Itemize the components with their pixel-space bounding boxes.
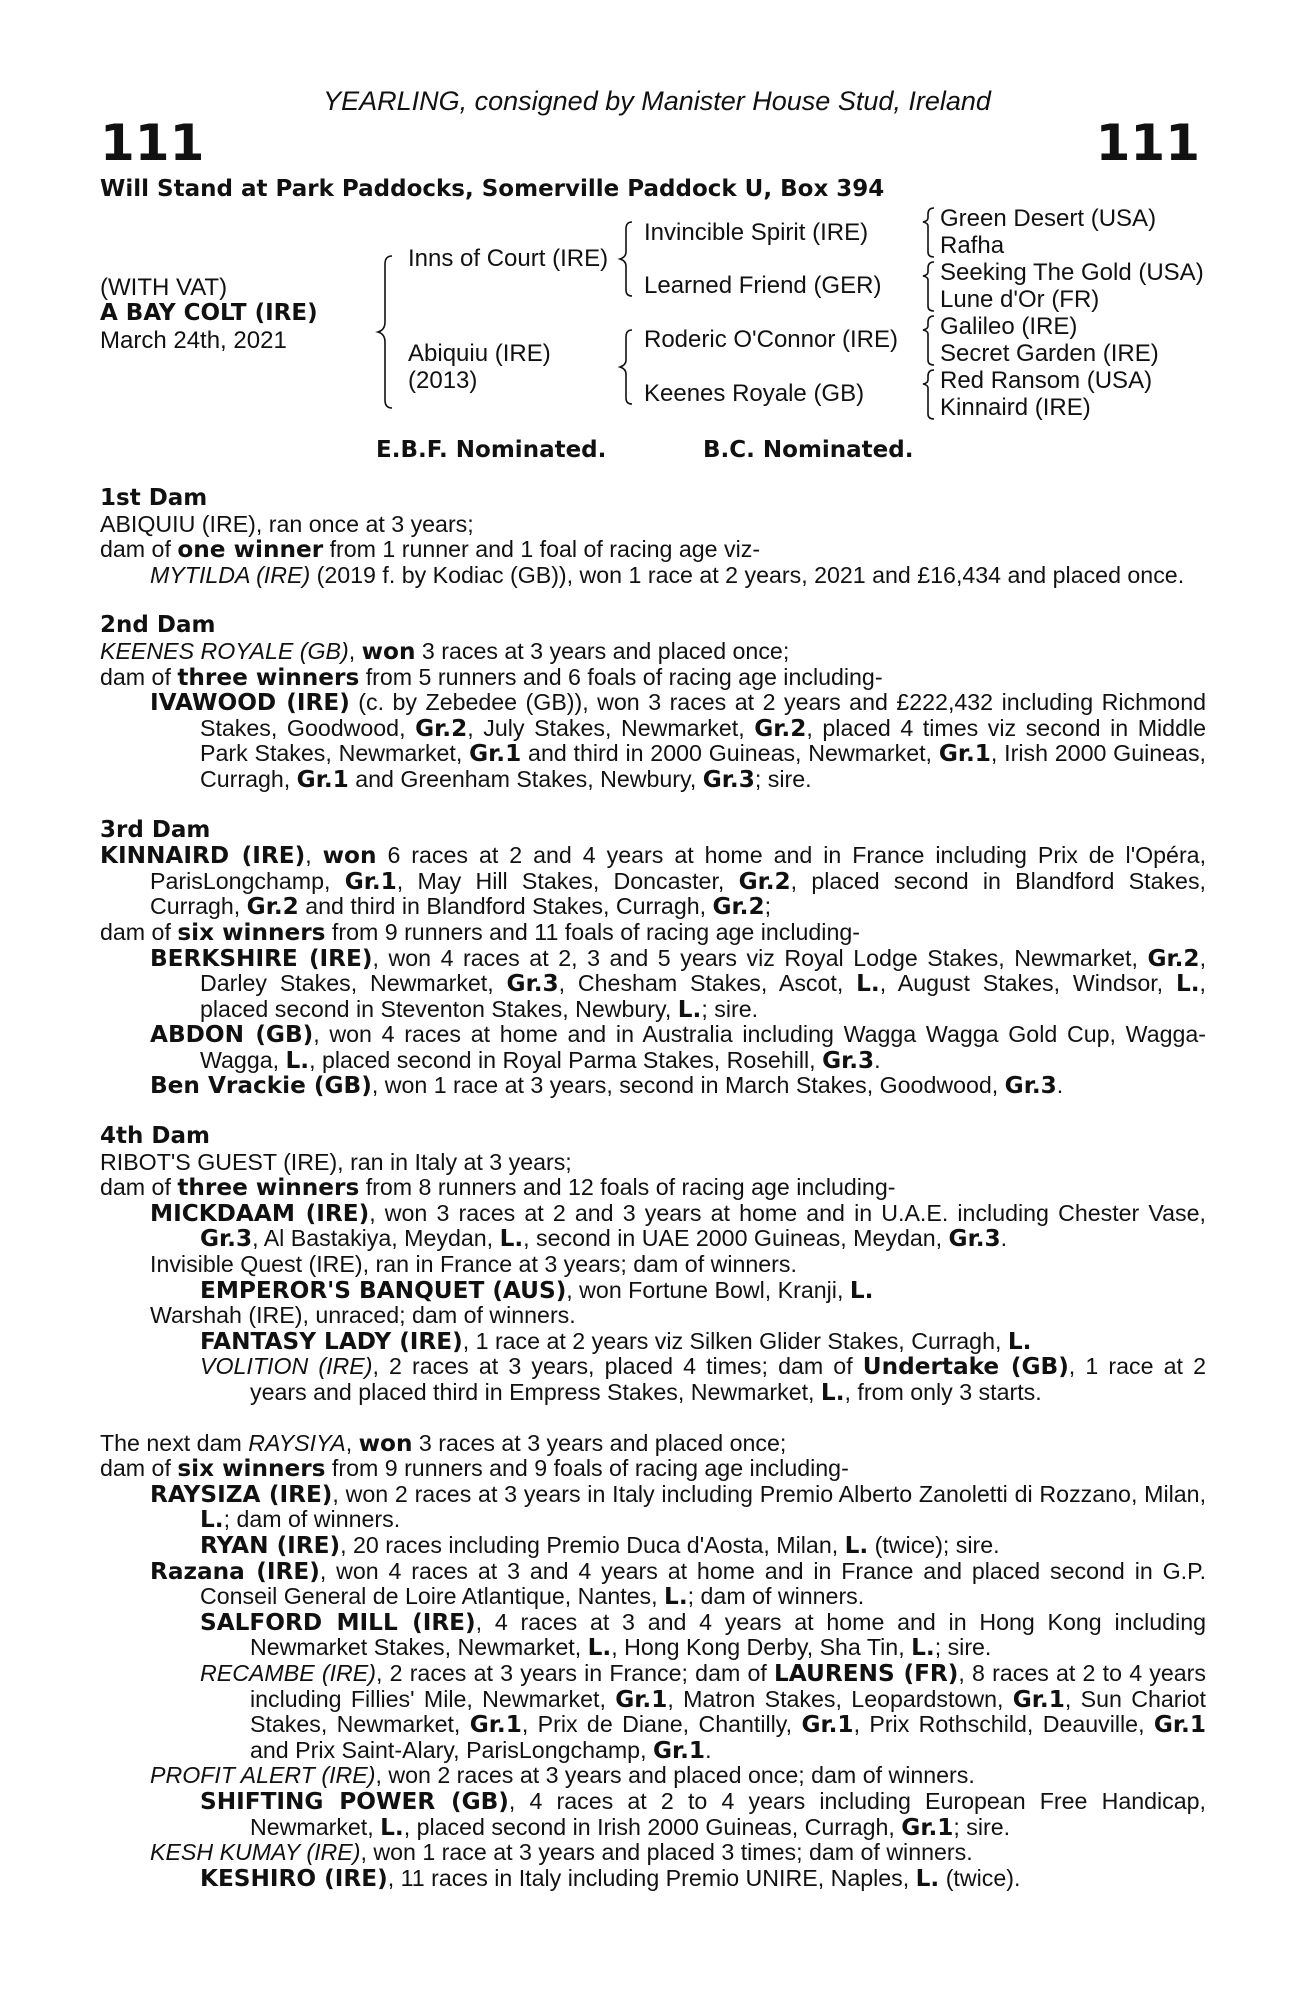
lot-number-left: 111 <box>100 114 205 172</box>
winners-count: one winner <box>177 536 324 564</box>
horse-razana: Razana (IRE) <box>150 1557 320 1585</box>
horse-fantasy-lady: FANTASY LADY (IRE) <box>200 1327 463 1355</box>
entry-recambe: RECAMBE (IRE), 2 races at 3 years in France; dam of LAURENS (FR), 8 races at 2 to 4 years including Fillies' Mile, Newmarket, Gr.1, Matron Stakes, Leopardstown, Gr.1, Sun Chariot Stakes, Newmarket, Gr.1, Prix de Diane, Chantilly, Gr.1, Prix Rothschild, Deauville, Gr.1 and Prix Saint-Alary, ParisLongchamp, Gr.1. <box>200 1659 1206 1764</box>
horse-ben-vrackie: Ben Vrackie (GB) <box>150 1072 372 1100</box>
first-dam-heading: 1st Dam <box>100 485 208 511</box>
sire-sire-dam: Rafha <box>940 232 1005 259</box>
entry-abdon: ABDON (GB), won 4 races at home and in Australia including Wagga Wagga Gold Cup, Wagga-Wagga, L., placed second in Royal Parma Stakes, Rosehill, Gr.3. <box>150 1021 1206 1074</box>
horse-name: A BAY COLT (IRE) <box>100 300 318 326</box>
consignor-subtitle: YEARLING, consigned by Manister House Stud, Ireland <box>323 86 991 116</box>
dam-dam-dam: Kinnaird (IRE) <box>940 394 1091 421</box>
stand-location: Will Stand at Park Paddocks, Somerville Paddock U, Box 394 <box>100 176 885 202</box>
vat-label: (WITH VAT) <box>100 274 228 301</box>
dam-dam-sire: Red Ransom (USA) <box>940 367 1153 394</box>
horse-dob: March 24th, 2021 <box>100 327 287 354</box>
entry-keshiro: KESHIRO (IRE), 11 races in Italy including Premio UNIRE, Naples, L. (twice). <box>200 1864 1021 1892</box>
horse-kesh-kumay: KESH KUMAY (IRE) <box>150 1839 361 1866</box>
horse-raysiya: RAYSIYA <box>248 1429 346 1456</box>
horse-emperors-banquet: EMPEROR'S BANQUET (AUS) <box>200 1276 567 1304</box>
entry-razana: Razana (IRE), won 4 races at 3 and 4 years at home and in France and placed second in G.P. Conseil General de Loire Atlantique, Nantes, L.; dam of winners. <box>150 1557 1207 1611</box>
horse-profit-alert: PROFIT ALERT (IRE) <box>150 1762 376 1789</box>
entry-raysiza: RAYSIZA (IRE), won 2 races at 3 years in Italy including Premio Alberto Zanoletti di Rozzano, Milan, L.; dam of winners. <box>150 1480 1207 1534</box>
entry-shifting-power: SHIFTING POWER (GB), 4 races at 2 to 4 years including European Free Handicap, Newmarket, L., placed second in Irish 2000 Guineas, Curragh, Gr.1; sire. <box>200 1787 1206 1841</box>
horse-mickdaam: MICKDAAM (IRE) <box>150 1199 370 1227</box>
horse-salford-mill: SALFORD MILL (IRE) <box>200 1608 476 1636</box>
bc-nomination: B.C. Nominated. <box>703 437 914 463</box>
sire-dam-sire: Seeking The Gold (USA) <box>940 259 1204 286</box>
lot-number-right: 111 <box>1095 114 1200 172</box>
entry-ryan: RYAN (IRE), 20 races including Premio Duca d'Aosta, Milan, L. (twice); sire. <box>200 1531 1000 1559</box>
ebf-nomination: E.B.F. Nominated. <box>376 437 607 463</box>
dam-sire-dam: Secret Garden (IRE) <box>940 340 1159 367</box>
fourth-dam-line: RIBOT'S GUEST (IRE), ran in Italy at 3 years; <box>100 1148 572 1175</box>
horse-berkshire: BERKSHIRE (IRE) <box>150 944 373 972</box>
fourth-dam-heading: 4th Dam <box>100 1123 210 1150</box>
produce-record <box>100 486 1206 1891</box>
first-dam-produce: dam of one winner from 1 runner and 1 foal of racing age viz- <box>100 536 761 564</box>
horse-recambe: RECAMBE (IRE) <box>200 1659 376 1686</box>
pedigree-brackets <box>0 0 1314 460</box>
dam-name: Abiquiu (IRE) <box>408 340 551 367</box>
entry-kesh-kumay: KESH KUMAY (IRE), won 1 race at 3 years and placed 3 times; dam of winners. <box>150 1839 973 1866</box>
entry-profit-alert: PROFIT ALERT (IRE), won 2 races at 3 years and placed once; dam of winners. <box>150 1762 975 1789</box>
sire-dam: Learned Friend (GER) <box>644 272 882 299</box>
entry-ben-vrackie: Ben Vrackie (GB), won 1 race at 3 years, second in March Stakes, Goodwood, Gr.3. <box>150 1072 1064 1100</box>
second-dam-line: KEENES ROYALE (GB), won 3 races at 3 years and placed once; <box>100 637 790 665</box>
dam-dam: Keenes Royale (GB) <box>644 380 865 407</box>
horse-keenes-royale: KEENES ROYALE (GB) <box>100 637 349 664</box>
horse-keshiro: KESHIRO (IRE) <box>200 1864 388 1892</box>
dam-sire-sire: Galileo (IRE) <box>940 313 1078 340</box>
entry-fantasy-lady: FANTASY LADY (IRE), 1 race at 2 years viz Silken Glider Stakes, Curragh, L. <box>200 1327 1032 1355</box>
second-dam-heading: 2nd Dam <box>100 612 216 639</box>
sire-dam-dam: Lune d'Or (FR) <box>940 286 1100 313</box>
entry-warshah: Warshah (IRE), unraced; dam of winners. <box>150 1302 576 1329</box>
entry-mytilda: MYTILDA (IRE) (2019 f. by Kodiac (GB)), won 1 race at 2 years, 2021 and £16,434 and placed once. <box>150 561 1185 588</box>
next-dam-line: The next dam RAYSIYA, won 3 races at 3 years and placed once; <box>100 1429 787 1457</box>
first-dam-line: ABIQUIU (IRE), ran once at 3 years; <box>100 510 474 537</box>
horse-ivawood: IVAWOOD (IRE) <box>150 689 350 717</box>
dam-year: (2013) <box>408 367 478 394</box>
entry-ivawood: IVAWOOD (IRE) (c. by Zebedee (GB)), won 3 races at 2 years and £222,432 including Richmond Stakes, Goodwood, Gr.2, July Stakes, Newmarket, Gr.2, placed 4 times viz second in Middle Park Stakes, Newmarket, Gr.1 and third in 2000 Guineas, Newmarket, Gr.1, Irish 2000 Guineas, Curragh, Gr.1 and Greenham Stakes, Newbury, Gr.3; sire. <box>150 689 1207 793</box>
horse-mytilda: MYTILDA (IRE) <box>150 561 311 588</box>
horse-ryan: RYAN (IRE) <box>200 1531 341 1559</box>
dam-sire: Roderic O'Connor (IRE) <box>644 326 898 353</box>
entry-emperors-banquet: EMPEROR'S BANQUET (AUS), won Fortune Bowl, Kranji, L. <box>200 1276 874 1304</box>
second-dam-produce: dam of three winners from 5 runners and 6 foals of racing age including- <box>100 663 883 691</box>
horse-volition: VOLITION (IRE) <box>200 1353 373 1380</box>
sire-sire-sire: Green Desert (USA) <box>940 205 1157 232</box>
third-dam-produce: dam of six winners from 9 runners and 11 foals of racing age including- <box>100 918 860 946</box>
horse-kinnaird: KINNAIRD (IRE) <box>100 842 306 870</box>
entry-berkshire: BERKSHIRE (IRE), won 4 races at 2, 3 and 5 years viz Royal Lodge Stakes, Newmarket, Gr.2, Darley Stakes, Newmarket, Gr.3, Chesham Stakes, Ascot, L., August Stakes, Windsor, L., placed second in Steventon Stakes, Newbury, L.; sire. <box>150 944 1207 1023</box>
sire-sire: Invincible Spirit (IRE) <box>644 219 869 246</box>
entry-volition: VOLITION (IRE), 2 races at 3 years, placed 4 times; dam of Undertake (GB), 1 race at 2 years and placed third in Empress Stakes, Newmarket, L., from only 3 starts. <box>200 1353 1206 1406</box>
entry-mickdaam: MICKDAAM (IRE), won 3 races at 2 and 3 years at home and in U.A.E. including Chester Vase, Gr.3, Al Bastakiya, Meydan, L., second in UAE 2000 Guineas, Meydan, Gr.3. <box>150 1199 1206 1253</box>
horse-shifting-power: SHIFTING POWER (GB) <box>200 1787 509 1815</box>
third-dam-heading: 3rd Dam <box>100 816 211 843</box>
entry-salford-mill: SALFORD MILL (IRE), 4 races at 3 and 4 years at home and in Hong Kong including Newmarket Stakes, Newmarket, L., Hong Kong Derby, Sha Tin, L.; sire. <box>200 1608 1206 1662</box>
horse-abdon: ABDON (GB) <box>150 1021 314 1049</box>
next-dam-produce: dam of six winners from 9 runners and 9 foals of racing age including- <box>100 1455 849 1483</box>
horse-raysiza: RAYSIZA (IRE) <box>150 1480 333 1508</box>
fourth-dam-produce: dam of three winners from 8 runners and 12 foals of racing age including- <box>100 1174 896 1202</box>
sire: Inns of Court (IRE) <box>408 245 609 272</box>
entry-kinnaird: KINNAIRD (IRE), won 6 races at 2 and 4 years at home and in France including Prix de l'Opéra, ParisLongchamp, Gr.1, May Hill Stakes, Doncaster, Gr.2, placed second in Blandford Stakes, Curragh, Gr.2 and third in Blandford Stakes, Curragh, Gr.2; <box>100 842 1207 921</box>
entry-invisible-quest: Invisible Quest (IRE), ran in France at 3 years; dam of winners. <box>150 1251 797 1278</box>
